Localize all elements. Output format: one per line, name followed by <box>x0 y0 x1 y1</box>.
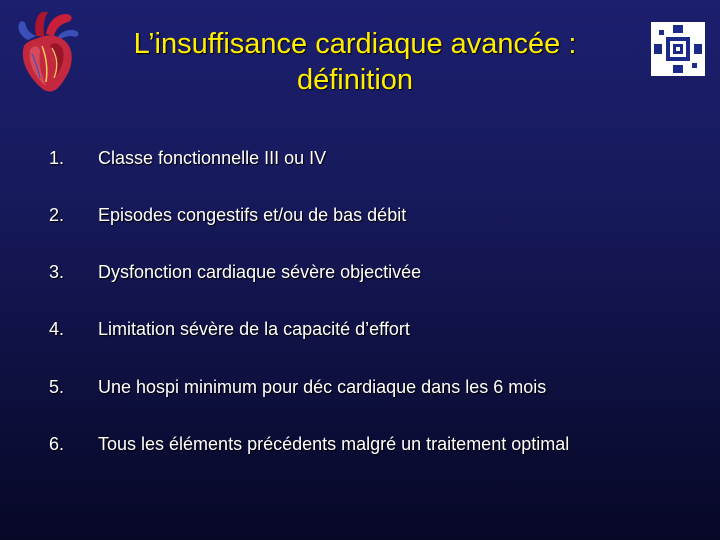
list-item-number: 1. <box>49 148 65 168</box>
list-item-number: 4. <box>49 319 65 339</box>
slide-title-line-1: L’insuffisance cardiaque avancée : <box>133 28 577 60</box>
list-item-text: Limitation sévère de la capacité d’effort <box>98 319 410 339</box>
slide-title-line-2: définition <box>296 64 414 96</box>
list-item-number: 3. <box>49 262 65 282</box>
list-item-text: Episodes congestifs et/ou de bas débit <box>98 205 407 225</box>
list-item-text: Dysfonction cardiaque sévère objectivée <box>98 262 422 282</box>
list-item-number: 5. <box>49 377 65 397</box>
list-item <box>49 431 689 457</box>
list-item-text: Tous les éléments précédents malgré un traitement optimal <box>98 434 570 454</box>
list-item-number: 6. <box>49 434 65 454</box>
list-item-text: Classe fonctionnelle III ou IV <box>98 148 327 168</box>
list-item <box>49 202 689 228</box>
list-item <box>49 145 689 171</box>
list-item <box>49 374 689 400</box>
list-item <box>49 259 689 285</box>
list-item <box>49 316 689 342</box>
list-item-text: Une hospi minimum pour déc cardiaque dans les 6 mois <box>98 377 547 397</box>
list-item-number: 2. <box>49 205 65 225</box>
